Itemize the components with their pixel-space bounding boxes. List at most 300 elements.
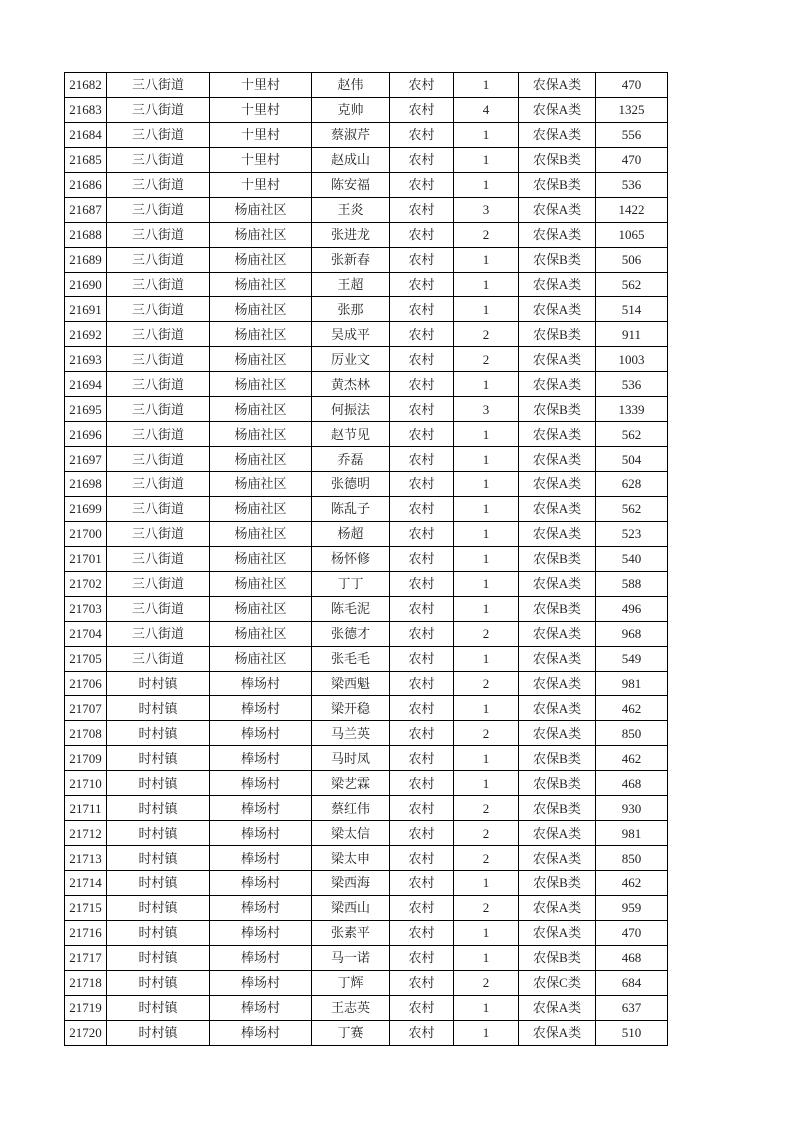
cell-type: 农村 bbox=[390, 1020, 454, 1045]
cell-village: 棒场村 bbox=[210, 696, 312, 721]
cell-town: 时村镇 bbox=[107, 846, 210, 871]
cell-amount: 470 bbox=[596, 920, 668, 945]
cell-id: 21685 bbox=[65, 147, 107, 172]
cell-amount: 1422 bbox=[596, 197, 668, 222]
cell-category: 农保B类 bbox=[519, 247, 596, 272]
cell-type: 农村 bbox=[390, 172, 454, 197]
cell-village: 棒场村 bbox=[210, 895, 312, 920]
cell-village: 杨庙社区 bbox=[210, 297, 312, 322]
cell-name: 厉业文 bbox=[312, 347, 390, 372]
cell-village: 十里村 bbox=[210, 73, 312, 98]
table-row bbox=[65, 621, 668, 646]
cell-category: 农保B类 bbox=[519, 796, 596, 821]
cell-category: 农保A类 bbox=[519, 73, 596, 98]
cell-type: 农村 bbox=[390, 472, 454, 497]
cell-town: 三八街道 bbox=[107, 472, 210, 497]
cell-id: 21720 bbox=[65, 1020, 107, 1045]
cell-name: 王炎 bbox=[312, 197, 390, 222]
cell-category: 农保A类 bbox=[519, 895, 596, 920]
cell-town: 时村镇 bbox=[107, 995, 210, 1020]
cell-category: 农保A类 bbox=[519, 297, 596, 322]
table-row bbox=[65, 696, 668, 721]
cell-category: 农保A类 bbox=[519, 97, 596, 122]
cell-name: 梁西山 bbox=[312, 895, 390, 920]
cell-amount: 684 bbox=[596, 970, 668, 995]
table-row bbox=[65, 646, 668, 671]
cell-type: 农村 bbox=[390, 372, 454, 397]
cell-name: 张德明 bbox=[312, 472, 390, 497]
table-row bbox=[65, 671, 668, 696]
cell-id: 21703 bbox=[65, 596, 107, 621]
table-row bbox=[65, 447, 668, 472]
cell-id: 21690 bbox=[65, 272, 107, 297]
cell-village: 杨庙社区 bbox=[210, 347, 312, 372]
cell-count: 1 bbox=[454, 422, 519, 447]
cell-id: 21697 bbox=[65, 447, 107, 472]
cell-village: 棒场村 bbox=[210, 821, 312, 846]
cell-category: 农保A类 bbox=[519, 621, 596, 646]
cell-id: 21718 bbox=[65, 970, 107, 995]
records-table-body bbox=[65, 73, 668, 1046]
cell-type: 农村 bbox=[390, 97, 454, 122]
cell-category: 农保A类 bbox=[519, 197, 596, 222]
cell-count: 4 bbox=[454, 97, 519, 122]
cell-count: 2 bbox=[454, 846, 519, 871]
cell-id: 21710 bbox=[65, 771, 107, 796]
table-row bbox=[65, 322, 668, 347]
cell-village: 杨庙社区 bbox=[210, 322, 312, 347]
cell-town: 时村镇 bbox=[107, 895, 210, 920]
cell-type: 农村 bbox=[390, 796, 454, 821]
cell-type: 农村 bbox=[390, 920, 454, 945]
cell-amount: 850 bbox=[596, 721, 668, 746]
cell-amount: 536 bbox=[596, 372, 668, 397]
cell-amount: 514 bbox=[596, 297, 668, 322]
cell-village: 杨庙社区 bbox=[210, 472, 312, 497]
cell-type: 农村 bbox=[390, 397, 454, 422]
cell-type: 农村 bbox=[390, 546, 454, 571]
cell-id: 21686 bbox=[65, 172, 107, 197]
cell-type: 农村 bbox=[390, 671, 454, 696]
cell-town: 时村镇 bbox=[107, 721, 210, 746]
cell-count: 1 bbox=[454, 945, 519, 970]
cell-category: 农保A类 bbox=[519, 496, 596, 521]
table-row bbox=[65, 247, 668, 272]
cell-town: 时村镇 bbox=[107, 970, 210, 995]
cell-name: 张德才 bbox=[312, 621, 390, 646]
cell-name: 陈安福 bbox=[312, 172, 390, 197]
cell-amount: 562 bbox=[596, 496, 668, 521]
cell-count: 1 bbox=[454, 73, 519, 98]
table-row bbox=[65, 347, 668, 372]
cell-type: 农村 bbox=[390, 347, 454, 372]
cell-id: 21719 bbox=[65, 995, 107, 1020]
cell-type: 农村 bbox=[390, 821, 454, 846]
cell-id: 21687 bbox=[65, 197, 107, 222]
cell-name: 赵伟 bbox=[312, 73, 390, 98]
cell-town: 三八街道 bbox=[107, 297, 210, 322]
cell-town: 三八街道 bbox=[107, 372, 210, 397]
cell-town: 三八街道 bbox=[107, 521, 210, 546]
cell-id: 21716 bbox=[65, 920, 107, 945]
cell-village: 棒场村 bbox=[210, 995, 312, 1020]
table-row bbox=[65, 721, 668, 746]
cell-id: 21704 bbox=[65, 621, 107, 646]
cell-id: 21700 bbox=[65, 521, 107, 546]
cell-town: 三八街道 bbox=[107, 97, 210, 122]
cell-name: 乔磊 bbox=[312, 447, 390, 472]
cell-id: 21682 bbox=[65, 73, 107, 98]
cell-category: 农保A类 bbox=[519, 447, 596, 472]
cell-category: 农保A类 bbox=[519, 920, 596, 945]
cell-count: 2 bbox=[454, 322, 519, 347]
table-row bbox=[65, 821, 668, 846]
cell-amount: 1003 bbox=[596, 347, 668, 372]
cell-category: 农保A类 bbox=[519, 571, 596, 596]
cell-category: 农保B类 bbox=[519, 771, 596, 796]
cell-name: 王志英 bbox=[312, 995, 390, 1020]
cell-town: 时村镇 bbox=[107, 945, 210, 970]
table-row bbox=[65, 970, 668, 995]
cell-town: 时村镇 bbox=[107, 821, 210, 846]
cell-amount: 959 bbox=[596, 895, 668, 920]
cell-name: 张毛毛 bbox=[312, 646, 390, 671]
cell-name: 张新春 bbox=[312, 247, 390, 272]
cell-id: 21711 bbox=[65, 796, 107, 821]
cell-category: 农保A类 bbox=[519, 272, 596, 297]
cell-name: 梁太申 bbox=[312, 846, 390, 871]
cell-type: 农村 bbox=[390, 771, 454, 796]
cell-amount: 468 bbox=[596, 771, 668, 796]
cell-town: 三八街道 bbox=[107, 546, 210, 571]
cell-category: 农保B类 bbox=[519, 322, 596, 347]
cell-id: 21696 bbox=[65, 422, 107, 447]
cell-village: 十里村 bbox=[210, 97, 312, 122]
cell-category: 农保A类 bbox=[519, 422, 596, 447]
cell-count: 1 bbox=[454, 247, 519, 272]
cell-type: 农村 bbox=[390, 696, 454, 721]
table-row bbox=[65, 147, 668, 172]
cell-village: 杨庙社区 bbox=[210, 422, 312, 447]
cell-name: 梁西海 bbox=[312, 871, 390, 896]
cell-id: 21715 bbox=[65, 895, 107, 920]
cell-id: 21702 bbox=[65, 571, 107, 596]
cell-town: 时村镇 bbox=[107, 920, 210, 945]
cell-id: 21709 bbox=[65, 746, 107, 771]
cell-type: 农村 bbox=[390, 197, 454, 222]
cell-count: 1 bbox=[454, 372, 519, 397]
cell-name: 王超 bbox=[312, 272, 390, 297]
cell-category: 农保B类 bbox=[519, 397, 596, 422]
cell-town: 三八街道 bbox=[107, 147, 210, 172]
cell-amount: 536 bbox=[596, 172, 668, 197]
cell-id: 21713 bbox=[65, 846, 107, 871]
cell-village: 杨庙社区 bbox=[210, 197, 312, 222]
cell-village: 棒场村 bbox=[210, 920, 312, 945]
cell-name: 赵节见 bbox=[312, 422, 390, 447]
cell-amount: 930 bbox=[596, 796, 668, 821]
cell-village: 杨庙社区 bbox=[210, 521, 312, 546]
cell-type: 农村 bbox=[390, 496, 454, 521]
cell-id: 21701 bbox=[65, 546, 107, 571]
table-row bbox=[65, 895, 668, 920]
cell-village: 棒场村 bbox=[210, 846, 312, 871]
cell-town: 三八街道 bbox=[107, 122, 210, 147]
cell-id: 21712 bbox=[65, 821, 107, 846]
cell-category: 农保B类 bbox=[519, 172, 596, 197]
cell-category: 农保B类 bbox=[519, 147, 596, 172]
cell-type: 农村 bbox=[390, 945, 454, 970]
cell-id: 21707 bbox=[65, 696, 107, 721]
table-row bbox=[65, 372, 668, 397]
cell-category: 农保B类 bbox=[519, 746, 596, 771]
cell-type: 农村 bbox=[390, 871, 454, 896]
cell-count: 1 bbox=[454, 920, 519, 945]
table-row bbox=[65, 571, 668, 596]
cell-count: 1 bbox=[454, 1020, 519, 1045]
cell-name: 梁太信 bbox=[312, 821, 390, 846]
table-row bbox=[65, 1020, 668, 1045]
table-row bbox=[65, 397, 668, 422]
cell-name: 丁丁 bbox=[312, 571, 390, 596]
cell-id: 21717 bbox=[65, 945, 107, 970]
cell-amount: 540 bbox=[596, 546, 668, 571]
cell-village: 棒场村 bbox=[210, 1020, 312, 1045]
cell-name: 张那 bbox=[312, 297, 390, 322]
cell-count: 2 bbox=[454, 671, 519, 696]
cell-category: 农保C类 bbox=[519, 970, 596, 995]
cell-town: 三八街道 bbox=[107, 347, 210, 372]
cell-count: 1 bbox=[454, 995, 519, 1020]
cell-category: 农保A类 bbox=[519, 721, 596, 746]
cell-name: 梁西魁 bbox=[312, 671, 390, 696]
cell-category: 农保A类 bbox=[519, 646, 596, 671]
cell-count: 1 bbox=[454, 696, 519, 721]
cell-amount: 562 bbox=[596, 272, 668, 297]
cell-type: 农村 bbox=[390, 73, 454, 98]
cell-id: 21698 bbox=[65, 472, 107, 497]
cell-count: 2 bbox=[454, 621, 519, 646]
cell-count: 1 bbox=[454, 147, 519, 172]
cell-village: 棒场村 bbox=[210, 945, 312, 970]
cell-amount: 462 bbox=[596, 696, 668, 721]
cell-town: 时村镇 bbox=[107, 671, 210, 696]
table-row bbox=[65, 596, 668, 621]
cell-village: 杨庙社区 bbox=[210, 596, 312, 621]
cell-count: 1 bbox=[454, 546, 519, 571]
cell-town: 时村镇 bbox=[107, 1020, 210, 1045]
cell-type: 农村 bbox=[390, 846, 454, 871]
cell-category: 农保A类 bbox=[519, 521, 596, 546]
table-row bbox=[65, 496, 668, 521]
cell-category: 农保A类 bbox=[519, 472, 596, 497]
cell-town: 时村镇 bbox=[107, 746, 210, 771]
cell-category: 农保A类 bbox=[519, 696, 596, 721]
cell-id: 21683 bbox=[65, 97, 107, 122]
cell-type: 农村 bbox=[390, 646, 454, 671]
cell-type: 农村 bbox=[390, 995, 454, 1020]
cell-amount: 470 bbox=[596, 73, 668, 98]
cell-category: 农保B类 bbox=[519, 546, 596, 571]
cell-type: 农村 bbox=[390, 272, 454, 297]
table-row bbox=[65, 945, 668, 970]
table-row bbox=[65, 472, 668, 497]
cell-count: 1 bbox=[454, 746, 519, 771]
cell-town: 三八街道 bbox=[107, 197, 210, 222]
cell-count: 2 bbox=[454, 796, 519, 821]
cell-town: 三八街道 bbox=[107, 73, 210, 98]
table-row bbox=[65, 871, 668, 896]
cell-category: 农保A类 bbox=[519, 122, 596, 147]
cell-id: 21688 bbox=[65, 222, 107, 247]
cell-id: 21708 bbox=[65, 721, 107, 746]
table-row bbox=[65, 197, 668, 222]
cell-category: 农保A类 bbox=[519, 671, 596, 696]
cell-village: 杨庙社区 bbox=[210, 447, 312, 472]
cell-village: 十里村 bbox=[210, 172, 312, 197]
cell-amount: 470 bbox=[596, 147, 668, 172]
cell-type: 农村 bbox=[390, 247, 454, 272]
cell-village: 十里村 bbox=[210, 147, 312, 172]
cell-id: 21699 bbox=[65, 496, 107, 521]
table-row bbox=[65, 97, 668, 122]
cell-count: 1 bbox=[454, 122, 519, 147]
table-row bbox=[65, 297, 668, 322]
cell-name: 何振法 bbox=[312, 397, 390, 422]
cell-amount: 588 bbox=[596, 571, 668, 596]
table-row bbox=[65, 222, 668, 247]
table-row bbox=[65, 746, 668, 771]
cell-category: 农保B类 bbox=[519, 871, 596, 896]
cell-name: 张进龙 bbox=[312, 222, 390, 247]
cell-type: 农村 bbox=[390, 122, 454, 147]
cell-name: 丁辉 bbox=[312, 970, 390, 995]
cell-amount: 628 bbox=[596, 472, 668, 497]
cell-type: 农村 bbox=[390, 147, 454, 172]
cell-type: 农村 bbox=[390, 447, 454, 472]
records-table bbox=[64, 72, 668, 1046]
table-row bbox=[65, 122, 668, 147]
cell-town: 时村镇 bbox=[107, 871, 210, 896]
cell-name: 杨超 bbox=[312, 521, 390, 546]
cell-type: 农村 bbox=[390, 746, 454, 771]
cell-town: 三八街道 bbox=[107, 621, 210, 646]
cell-count: 1 bbox=[454, 272, 519, 297]
cell-name: 杨怀修 bbox=[312, 546, 390, 571]
cell-count: 1 bbox=[454, 172, 519, 197]
cell-category: 农保A类 bbox=[519, 821, 596, 846]
cell-village: 棒场村 bbox=[210, 970, 312, 995]
cell-amount: 468 bbox=[596, 945, 668, 970]
cell-count: 1 bbox=[454, 571, 519, 596]
cell-name: 马时凤 bbox=[312, 746, 390, 771]
cell-town: 三八街道 bbox=[107, 172, 210, 197]
cell-amount: 850 bbox=[596, 846, 668, 871]
cell-amount: 504 bbox=[596, 447, 668, 472]
cell-name: 吴成平 bbox=[312, 322, 390, 347]
cell-count: 3 bbox=[454, 397, 519, 422]
cell-count: 1 bbox=[454, 871, 519, 896]
cell-type: 农村 bbox=[390, 621, 454, 646]
cell-category: 农保B类 bbox=[519, 596, 596, 621]
table-row bbox=[65, 796, 668, 821]
cell-town: 时村镇 bbox=[107, 696, 210, 721]
cell-amount: 981 bbox=[596, 821, 668, 846]
cell-name: 陈毛泥 bbox=[312, 596, 390, 621]
cell-name: 梁艺霖 bbox=[312, 771, 390, 796]
cell-name: 马一诺 bbox=[312, 945, 390, 970]
cell-village: 杨庙社区 bbox=[210, 621, 312, 646]
cell-village: 杨庙社区 bbox=[210, 646, 312, 671]
cell-name: 梁开稳 bbox=[312, 696, 390, 721]
cell-village: 杨庙社区 bbox=[210, 247, 312, 272]
cell-village: 棒场村 bbox=[210, 746, 312, 771]
cell-village: 十里村 bbox=[210, 122, 312, 147]
cell-id: 21714 bbox=[65, 871, 107, 896]
cell-village: 棒场村 bbox=[210, 671, 312, 696]
cell-name: 赵成山 bbox=[312, 147, 390, 172]
cell-category: 农保A类 bbox=[519, 846, 596, 871]
cell-type: 农村 bbox=[390, 322, 454, 347]
cell-name: 蔡淑芹 bbox=[312, 122, 390, 147]
cell-type: 农村 bbox=[390, 895, 454, 920]
cell-count: 1 bbox=[454, 496, 519, 521]
cell-name: 蔡红伟 bbox=[312, 796, 390, 821]
cell-count: 1 bbox=[454, 447, 519, 472]
cell-village: 杨庙社区 bbox=[210, 372, 312, 397]
cell-category: 农保B类 bbox=[519, 945, 596, 970]
cell-amount: 523 bbox=[596, 521, 668, 546]
cell-category: 农保A类 bbox=[519, 372, 596, 397]
cell-town: 三八街道 bbox=[107, 322, 210, 347]
table-row bbox=[65, 422, 668, 447]
cell-type: 农村 bbox=[390, 297, 454, 322]
cell-count: 1 bbox=[454, 771, 519, 796]
cell-town: 三八街道 bbox=[107, 397, 210, 422]
cell-amount: 462 bbox=[596, 746, 668, 771]
cell-village: 杨庙社区 bbox=[210, 222, 312, 247]
cell-count: 1 bbox=[454, 646, 519, 671]
table-row bbox=[65, 521, 668, 546]
cell-id: 21695 bbox=[65, 397, 107, 422]
cell-type: 农村 bbox=[390, 222, 454, 247]
cell-amount: 549 bbox=[596, 646, 668, 671]
cell-category: 农保A类 bbox=[519, 995, 596, 1020]
cell-count: 2 bbox=[454, 895, 519, 920]
table-row bbox=[65, 73, 668, 98]
cell-count: 1 bbox=[454, 596, 519, 621]
cell-amount: 496 bbox=[596, 596, 668, 621]
cell-town: 时村镇 bbox=[107, 771, 210, 796]
cell-count: 1 bbox=[454, 521, 519, 546]
cell-amount: 1325 bbox=[596, 97, 668, 122]
cell-amount: 911 bbox=[596, 322, 668, 347]
cell-type: 农村 bbox=[390, 596, 454, 621]
cell-category: 农保A类 bbox=[519, 1020, 596, 1045]
cell-id: 21684 bbox=[65, 122, 107, 147]
cell-id: 21694 bbox=[65, 372, 107, 397]
cell-type: 农村 bbox=[390, 521, 454, 546]
cell-count: 2 bbox=[454, 721, 519, 746]
cell-category: 农保A类 bbox=[519, 222, 596, 247]
cell-amount: 462 bbox=[596, 871, 668, 896]
cell-town: 时村镇 bbox=[107, 796, 210, 821]
cell-town: 三八街道 bbox=[107, 496, 210, 521]
cell-amount: 968 bbox=[596, 621, 668, 646]
cell-town: 三八街道 bbox=[107, 272, 210, 297]
cell-count: 2 bbox=[454, 222, 519, 247]
cell-name: 马兰英 bbox=[312, 721, 390, 746]
